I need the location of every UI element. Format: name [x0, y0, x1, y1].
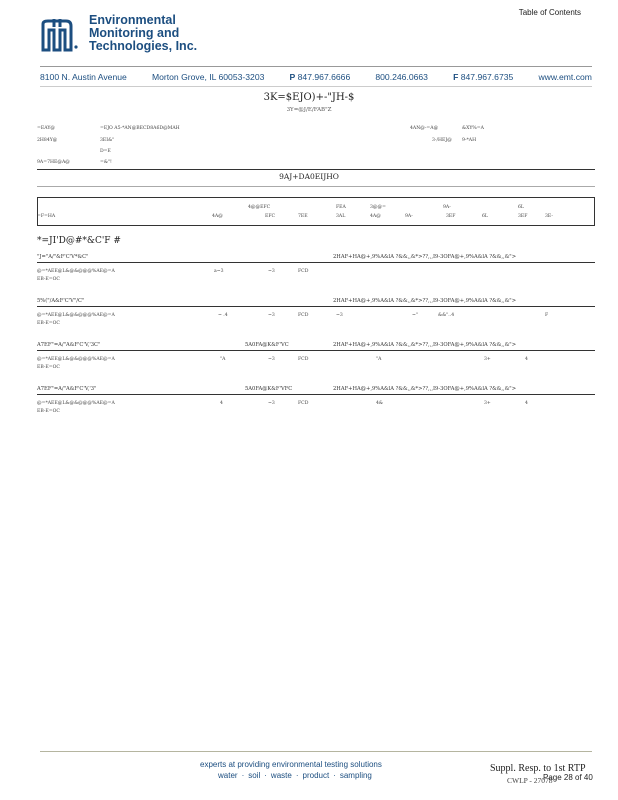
meta-value-2: 3EI&"	[100, 138, 115, 143]
city-address: Morton Grove, IL 60053-3203	[151, 72, 265, 82]
meta-label-1: =EAY@	[37, 126, 55, 131]
page-number: Page 28 of 40	[543, 773, 593, 782]
sample-divider	[37, 262, 595, 263]
company-name-line1: Environmental	[89, 13, 176, 27]
street-address: 8100 N. Austin Avenue	[40, 72, 127, 82]
meta-divider	[37, 169, 595, 170]
value-2: ~3	[268, 313, 275, 318]
qualifier-flag: F	[545, 313, 549, 318]
fax-number	[453, 72, 513, 82]
analyte-name: @=*AEE@L&@&@@@%AE@=A	[37, 313, 115, 318]
phone-value: 847.967.6666	[297, 72, 351, 82]
bullet-separator: ·	[295, 771, 299, 780]
extra-value: 4	[525, 357, 528, 362]
service-item: soil	[248, 771, 261, 780]
phone-label: P	[289, 72, 296, 82]
fax-label: F	[453, 72, 459, 82]
sample-analysis: 2HAF+HA@+,9%A&lA ?&&,,&*>??,,,I9-3OFA@+,9%A&lA ?&&,,&">	[333, 298, 517, 304]
meta-value-3: D=E	[100, 149, 111, 154]
sample-id: "J="A/"&F'C'V*&C"	[37, 254, 89, 260]
group-heading: *=JI'D@#*&C'F #	[37, 236, 121, 246]
value-2: ~3	[268, 401, 275, 406]
meta-right-label-2: 3-/HEJ@	[432, 138, 452, 143]
phone-number	[290, 72, 351, 82]
col-b6: 4A@	[370, 214, 381, 219]
sample-analysis: 2HAF+HA@+,9%A&lA ?&&,,&*>??,,,I9-3OFA@+,9%A&lA ?&&,,&">	[333, 386, 517, 392]
section-divider	[37, 186, 595, 187]
sample-divider	[37, 394, 595, 395]
analyte-name: @=*AEE@L&@&@@@%AE@=A	[37, 401, 115, 406]
report-subtitle: 3Y=@J/E/FAB"Z	[286, 107, 332, 113]
col-b9: 6L	[482, 214, 488, 219]
sample-id: A7EF"=A/"A&F'C'V,'3C"	[37, 342, 101, 348]
col-b3: EFC	[265, 214, 276, 219]
contact-bar	[40, 72, 592, 82]
dil-value: "A	[376, 357, 382, 362]
value-2: ~3	[268, 357, 275, 362]
dil-value: 4&	[376, 401, 384, 406]
col-b11: 3E-	[545, 214, 553, 219]
service-item: water	[218, 771, 238, 780]
meta-label-2: 2H84Y@	[37, 138, 58, 143]
sample-method: 5A0FA@K&F'VFC	[245, 386, 293, 392]
address-divider	[40, 86, 592, 87]
fax-value: 847.967.6735	[460, 72, 514, 82]
meta-right-value-1: &XY%=A	[462, 126, 484, 131]
table-of-contents-link[interactable]: Table of Contents	[518, 8, 581, 17]
service-item: sampling	[339, 771, 372, 780]
meta-value-1: =EJO A5-*AN@BECD8A6D@MAH	[100, 126, 180, 131]
col-b7: 9A-	[405, 214, 413, 219]
result-value: a~3	[214, 269, 224, 274]
bullet-separator: ·	[333, 771, 336, 780]
dil-value: ~3	[336, 313, 343, 318]
company-name	[89, 14, 197, 53]
col-sample: =F=HA	[37, 214, 56, 219]
col-b4: 7EE	[298, 214, 308, 219]
col-b2: 4A@	[212, 214, 223, 219]
meta-label-4: 9A=7HE@A@	[37, 160, 70, 165]
footer-divider	[40, 751, 592, 752]
sample-analysis: 2HAF+HA@+,9%A&lA ?&&,,&*>??,,,I9-3OFA@+,9%A&lA ?&&,,&">	[333, 342, 517, 348]
meta-right-label-1: 4AN@-=A@	[410, 126, 439, 131]
footer-slogan: experts at providing environmental testing solutions	[200, 760, 382, 769]
meta-right-value-2: 9-*AH	[462, 138, 477, 143]
analyte-name: @=*AEE@L&@&@@@%AE@=A	[37, 357, 115, 362]
unit-value: FCD	[298, 269, 309, 274]
website-link[interactable]: www.emt.com	[538, 72, 592, 82]
unit-value: FCD	[298, 357, 309, 362]
col-top-5: 6L	[518, 205, 524, 210]
analyte-name-2: EB-E=OC	[37, 321, 60, 326]
sample-analysis: 2HAF+HA@+,9%A&lA ?&&,,&*>??,,,I9-3OFA@+,9%A&lA ?&&,,&">	[333, 254, 517, 260]
col-b10: 3EF	[518, 214, 528, 219]
analyte-name-2: EB-E=OC	[37, 409, 60, 414]
mdl-value: 3+	[484, 357, 491, 362]
sample-divider	[37, 306, 595, 307]
col-top-4: 9A-	[443, 205, 451, 210]
result-value: 4	[220, 401, 223, 406]
report-title: 3K=$EJO)+-"JH-$	[263, 92, 355, 103]
phone-number-2: 800.246.0663	[375, 72, 428, 82]
bullet-separator: ·	[264, 771, 267, 780]
unit-value: FCD	[298, 401, 309, 406]
unit-value: FCD	[298, 313, 309, 318]
bates-number: CWLP - 27078	[507, 776, 553, 785]
sample-divider	[37, 350, 595, 351]
mdl-value: ~"	[412, 313, 418, 318]
sample-id: A7EF"=A/"A&F'C'V,'3"	[37, 386, 97, 392]
analyte-name-2: EB-E=OC	[37, 277, 60, 282]
col-top-3: 3@@=	[370, 205, 386, 210]
sample-method: 5A0FA@K&F'VC	[245, 342, 289, 348]
mdl-value: 3+	[484, 401, 491, 406]
meta-value-4: =&"!	[100, 160, 112, 165]
col-b5: 3AL	[336, 214, 346, 219]
col-top-2: FEA	[336, 205, 346, 210]
result-value: "A	[220, 357, 226, 362]
extra-value: &&"..4	[438, 313, 455, 318]
header-divider	[40, 66, 592, 67]
value-2: ~3	[268, 269, 275, 274]
col-b8: 3EF	[446, 214, 456, 219]
analyte-name: @=*AEE@L&@&@@@%AE@=A	[37, 269, 115, 274]
extra-value: 4	[525, 401, 528, 406]
footer-services	[218, 771, 372, 780]
company-name-line3: Technologies, Inc.	[89, 39, 198, 53]
company-name-line2: Monitoring and	[89, 26, 180, 40]
supplemental-response-label: Suppl. Resp. to 1st RTP	[490, 763, 586, 774]
service-item: product	[302, 771, 330, 780]
sample-id: 5%("/A&F'C'V"/C"	[37, 298, 85, 304]
column-header-box	[37, 197, 595, 226]
section-title: 9AJ+DA0EIJHO	[279, 172, 339, 181]
result-value: ~ .4	[218, 313, 228, 318]
service-item: waste	[270, 771, 292, 780]
emt-logo-icon	[40, 16, 80, 54]
bullet-separator: ·	[241, 771, 245, 780]
analyte-name-2: EB-E=OC	[37, 365, 60, 370]
col-top-1: 4@@EFC	[248, 205, 271, 210]
